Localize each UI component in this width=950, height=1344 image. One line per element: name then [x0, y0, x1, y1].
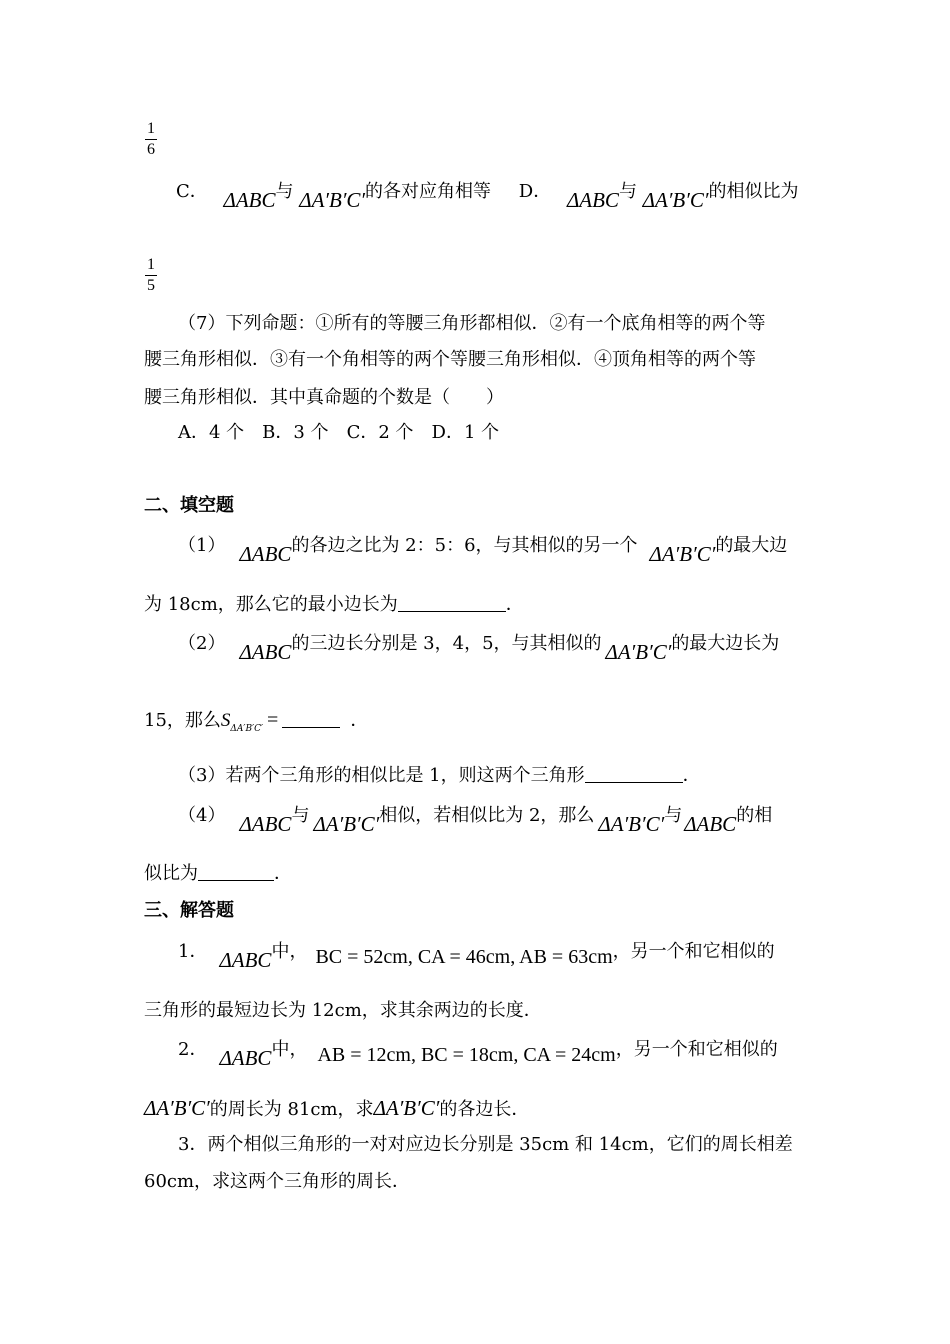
fill-4-text: 相似，若相似比为 2，那么 [379, 805, 595, 826]
q7-line-1: （7）下列命题：①所有的等腰三角形都相似．②有一个底角相等的两个等 [178, 313, 766, 334]
math-triangle-abc-prime: ΔA′B′C′ [299, 188, 366, 212]
section-title-solve: 三、解答题 [144, 900, 234, 921]
fill-1-number: （1） [178, 535, 226, 556]
math-triangle-abc-prime: ΔA′B′C′ [373, 1096, 440, 1120]
fraction-one-fifth [145, 256, 157, 295]
fill-4-number: （4） [178, 805, 226, 826]
option-d-text: 的相似比为 [708, 181, 799, 202]
answer-blank[interactable] [282, 709, 340, 728]
solve-3-line-1: 3．两个相似三角形的一对对应边长分别是 35cm 和 14cm，它们的周长相差 [178, 1134, 793, 1155]
solve-1-line-1 [178, 938, 775, 972]
fill-2-text-2: 15，那么 [144, 710, 221, 731]
fill-3-line [178, 764, 701, 788]
period: ． [505, 594, 524, 615]
math-triangle-abc: ΔABC [684, 812, 737, 836]
math-triangle-abc: ΔABC [239, 542, 292, 566]
math-area-symbol: S [220, 710, 231, 731]
math-triangle-abc: ΔABC [239, 640, 292, 664]
option-c-text: 的各对应角相等 [365, 181, 492, 202]
fraction-numerator: 1 [147, 120, 155, 137]
fraction-denominator: 5 [147, 277, 155, 294]
connector-text: 与 [291, 805, 310, 826]
period: ． [682, 765, 701, 786]
solve-1-number: 1． [178, 941, 208, 962]
solve-1-text: ，另一个和它相似的 [612, 941, 775, 962]
solve-1-line-2: 三角形的最短边长为 12cm，求其余两边的长度． [144, 1000, 542, 1021]
math-side-lengths: AB = 12cm, BC = 18cm, CA = 24cm [317, 1044, 616, 1066]
fill-4-line-1 [178, 802, 773, 836]
solve-2-in: 中， [271, 1039, 308, 1060]
fill-2-text: 的三边长分别是 3，4，5，与其相似的 [291, 633, 602, 654]
fill-2-text-end: 的最大边长为 [671, 633, 780, 654]
solve-3-line-2: 60cm，求这两个三角形的周长． [144, 1171, 411, 1192]
q7-line-3: 腰三角形相似．其中真命题的个数是（ ） [144, 387, 504, 408]
fraction-one-sixth [145, 120, 157, 159]
fill-3-text: （3）若两个三角形的相似比是 1，则这两个三角形 [178, 765, 585, 786]
fraction-denominator: 6 [147, 141, 155, 158]
solve-1-in: 中， [271, 941, 308, 962]
solve-2-number: 2． [178, 1039, 208, 1060]
math-triangle-abc-prime: ΔA′B′C′ [605, 640, 672, 664]
fraction-bar [145, 275, 157, 276]
solve-2-line-1 [178, 1036, 778, 1070]
math-triangle-abc: ΔABC [223, 188, 276, 212]
option-c-d-line [176, 178, 799, 212]
math-triangle-abc: ΔABC [219, 1046, 272, 1070]
math-triangle-abc-prime: ΔA′B′C′ [313, 812, 380, 836]
fraction-bar [145, 139, 157, 140]
math-triangle-abc: ΔABC [566, 188, 619, 212]
answer-blank[interactable] [198, 862, 274, 881]
connector-text: 与 [275, 181, 294, 202]
fill-2-line-2 [144, 708, 368, 741]
math-side-lengths: BC = 52cm, CA = 46cm, AB = 63cm [315, 946, 613, 968]
connector-text: 与 [664, 805, 683, 826]
fill-1-line-1 [178, 532, 788, 566]
fill-2-line-1 [178, 630, 780, 664]
fill-4-line-2 [144, 862, 292, 886]
math-equals: = [267, 709, 279, 731]
fill-1-text: 的各边之比为 2：5：6，与其相似的另一个 [291, 535, 638, 556]
answer-blank[interactable] [585, 764, 683, 783]
math-triangle-abc: ΔABC [219, 948, 272, 972]
connector-text: 与 [618, 181, 637, 202]
option-c-label: C． [176, 181, 208, 202]
q7-options: A．4 个 B．3 个 C．2 个 D．1 个 [178, 422, 500, 443]
math-triangle-abc-prime: ΔA′B′C′ [144, 1096, 210, 1120]
fill-4-text-end: 的相 [736, 805, 773, 826]
math-triangle-abc-prime: ΔA′B′C′ [642, 188, 709, 212]
fraction-numerator: 1 [147, 256, 155, 273]
period: ． [350, 710, 369, 731]
period: ． [274, 863, 292, 884]
fill-4-text-2: 似比为 [144, 863, 198, 884]
fill-1-line-2 [144, 593, 524, 617]
fill-2-number: （2） [178, 633, 226, 654]
math-triangle-abc-prime: ΔA′B′C′ [649, 542, 716, 566]
solve-2-text-3: 的各边长． [439, 1099, 530, 1120]
option-d-label: D． [518, 181, 552, 202]
fill-1-text-end: 的最大边 [715, 535, 788, 556]
section-title-fill-blank: 二、填空题 [144, 495, 234, 516]
solve-2-text-2: 的周长为 81cm，求 [209, 1099, 374, 1120]
q7-line-2: 腰三角形相似．③有一个角相等的两个等腰三角形相似．④顶角相等的两个等 [144, 349, 756, 370]
solve-2-text: ，另一个和它相似的 [615, 1039, 778, 1060]
solve-2-line-2 [144, 1096, 529, 1122]
answer-blank[interactable] [398, 593, 506, 612]
math-triangle-abc: ΔABC [239, 812, 292, 836]
math-area-subscript: ΔA′B′C′ [230, 724, 264, 734]
math-triangle-abc-prime: ΔA′B′C′ [598, 812, 665, 836]
fill-1-text-2: 为 18cm，那么它的最小边长为 [144, 594, 398, 615]
